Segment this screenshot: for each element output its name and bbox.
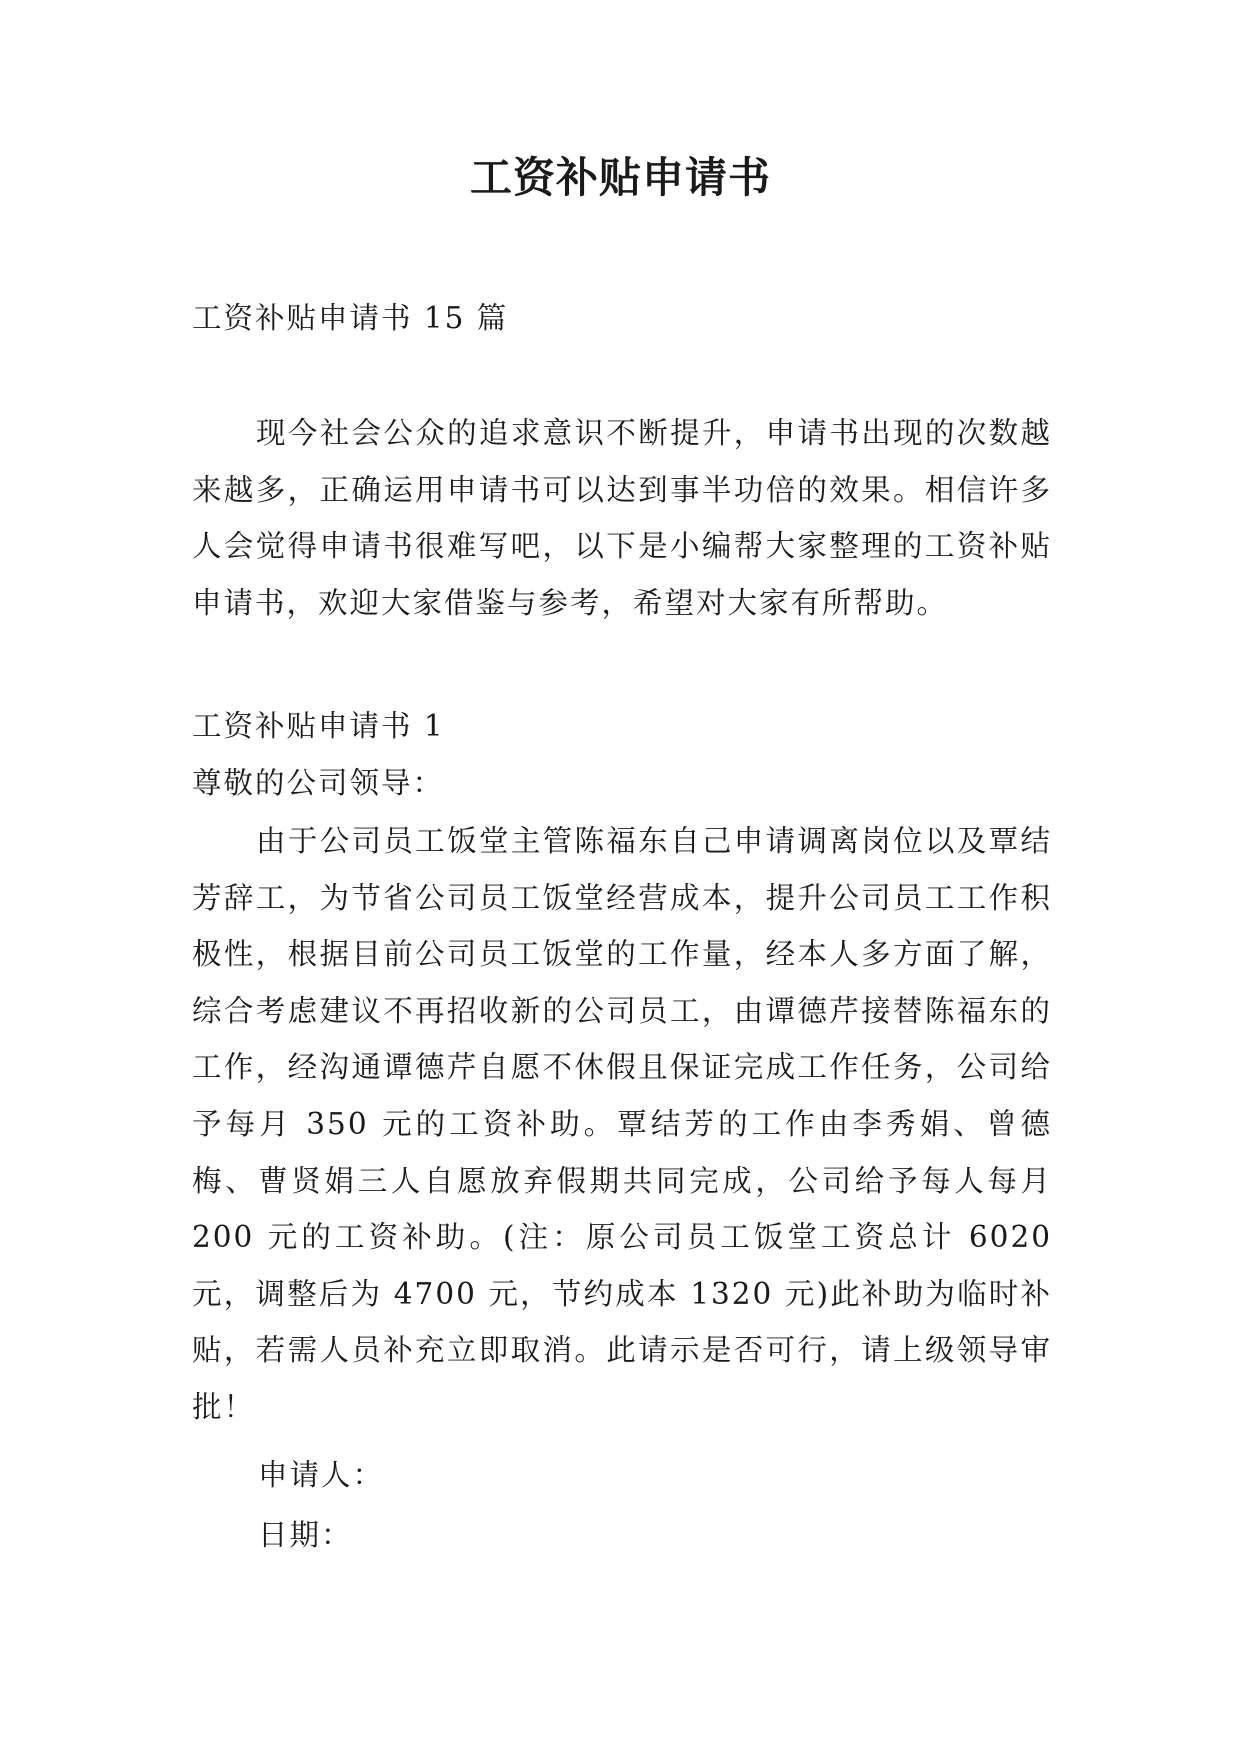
letter-body-paragraph: 由于公司员工饭堂主管陈福东自己申请调离岗位以及覃结芳辞工，为节省公司员工饭堂经营成本，提升公司员工工作积极性，根据目前公司员工饭堂的工作量，经本人多方面了解，综合考虑建议不再招收新的公司员工，由谭德芹接替陈福东的工作，经沟通谭德芹自愿不休假且保证完成工作任务，公司给予每月 350 元的工资补助。覃结芳的工作由李秀娟、曾德梅、曹贤娟三人自愿放弃假期共同完成，公司给予每人每月 200 元的工资补助。(注：原公司员工饭堂工资总计 6020 元，调整后为 4700 元，节约成本 1320 元)此补助为临时补贴，若需人员补充立即取消。此请示是否可行，请上级领导审批！ [192,824,1052,1424]
letter-salutation: 尊敬的公司领导： [192,766,445,800]
document-title: 工资补贴申请书 [469,153,771,202]
document-subtitle: 工资补贴申请书 15 篇 [192,301,509,335]
date-label: 日期： [258,1518,353,1552]
letter-heading: 工资补贴申请书 1 [192,709,445,743]
applicant-label: 申请人： [258,1458,385,1492]
intro-paragraph: 现今社会公众的追求意识不断提升，申请书出现的次数越来越多，正确运用申请书可以达到事半功倍的效果。相信许多人会觉得申请书很难写吧，以下是小编帮大家整理的工资补贴申请书，欢迎大家借鉴与参考，希望对大家有所帮助。 [192,416,1052,620]
